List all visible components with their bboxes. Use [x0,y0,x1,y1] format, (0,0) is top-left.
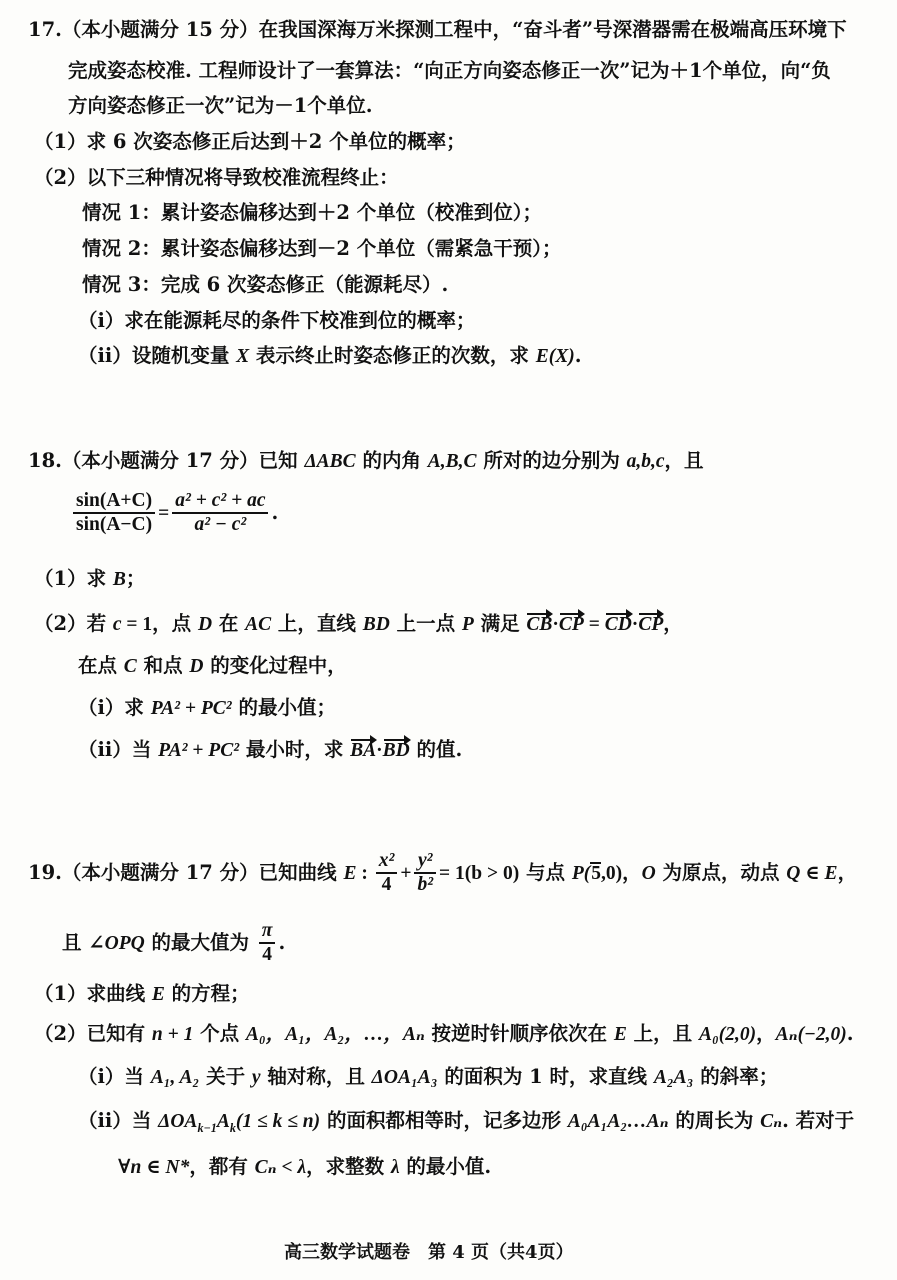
vector-BA: BA [350,740,377,761]
vector-CP: CP [558,614,584,635]
q18-left-fraction: $\frac{\sin(A+C)}{\sin(A-C)}$ [73,490,155,537]
q19-sub-i: （i）当 A₁, A₂ 关于 y 轴对称，且 ΔOA₁A₃ 的面积为 1 时，求直线 A₂A₃ 的斜率； [78,1065,779,1088]
q19-part-2: （2）已知有 n + 1 个点 A₀，A₁，A₂，…，Aₙ 按逆时针顺序依次在 E 上，且 A₀(2,0)，Aₙ(−2,0). [34,1022,854,1045]
q19-sub-ii: （ii）当 $\Delta OA_{k-1}A_k(1 \le k \le n)$ 的面积都相等时，记多边形 A₀A₁A₂…Aₙ 的周长为 Cₙ. 若对于 [78,1109,855,1135]
vector-CB: CB [526,614,553,635]
q17-line-3: 方向姿态修正一次”记为－1个单位. [68,94,373,117]
page-footer: 高三数学试题卷 第 4 页（共4页） [284,1242,574,1263]
q17-part-1: （1）求 6 次姿态修正后达到＋2 个单位的概率； [34,130,466,153]
q18-heading: 18.（本小题满分 17 分）已知 ΔABC 的内角 A,B,C 所对的边分别为 a,b,c，且 [28,449,704,472]
q18-part-1: （1）求 B； [34,567,146,590]
q18-equation: $\frac{\sin(A+C)}{\sin(A-C)}$ = $\frac{\text{a² + c² + ac}}{\text{a² − c²}}$ . [70,490,278,537]
q17-case-1: 情况 1：累计姿态偏移达到＋2 个单位（校准到位）； [82,201,542,224]
q17-line-1: 17.（本小题满分 15 分）在我国深海万米探测工程中，“奋斗者”号深潜器需在极端高压环境下 [28,18,847,41]
q17-sub-i: （i）求在能源耗尽的条件下校准到位的概率； [78,309,476,332]
q19-heading: 19.（本小题满分 17 分）已知曲线 E : $\frac{\text{x²}}{4}$ + $\frac{\text{y²}}{\text{b²}}$ = 1(b > 0) 与点 P(5,0)，O 为原点，动点 Q ∈ E， [28,850,858,896]
q18-part-2: （2）若 c = 1，点 D 在 AC 上，直线 BD 上一点 P 满足 CB·CP = CD·CP， [34,612,683,635]
sqrt-5: 5 [591,862,601,884]
q17-case-2: 情况 2：累计姿态偏移达到－2 个单位（需紧急干预）； [82,237,562,260]
q19-y-fraction: $\frac{\text{y²}}{\text{b²}}$ [414,850,436,897]
q18-part-2-line-2: 在点 C 和点 D 的变化过程中， [78,654,347,677]
q18-right-fraction: $\frac{\text{a² + c² + ac}}{\text{a² − c²}}$ [172,490,268,537]
q17-line-2: 完成姿态校准. 工程师设计了一套算法：“向正方向姿态修正一次”记为＋1个单位，向“负 [68,59,831,82]
q19-part-1: （1）求曲线 E 的方程； [34,982,250,1005]
q17-part-2: （2）以下三种情况将导致校准流程终止： [34,166,399,189]
q17-case-3: 情况 3：完成 6 次姿态修正（能源耗尽）. [82,273,449,296]
q18-sub-i: （i）求 PA² + PC² 的最小值； [78,696,336,719]
vector-CP-2: CP [638,614,664,635]
q19-line-2: 且 ∠OPQ 的最大值为 $\frac{\pi}{4}$ . [62,920,286,966]
q17-sub-ii: （ii）设随机变量 X 表示终止时姿态修正的次数，求 E(X). [78,344,582,367]
q19-pi-fraction: $\frac{\pi}{4}$ [259,920,276,967]
q19-x-fraction: $\frac{\text{x²}}{4}$ [376,850,398,897]
vector-BD: BD [382,740,410,761]
q19-sub-ii-line-2: ∀n ∈ N*，都有 Cₙ < λ，求整数 λ 的最小值. [118,1155,492,1178]
q18-sub-ii: （ii）当 PA² + PC² 最小时，求 BA·BD 的值. [78,738,463,761]
vector-CD: CD [604,614,632,635]
